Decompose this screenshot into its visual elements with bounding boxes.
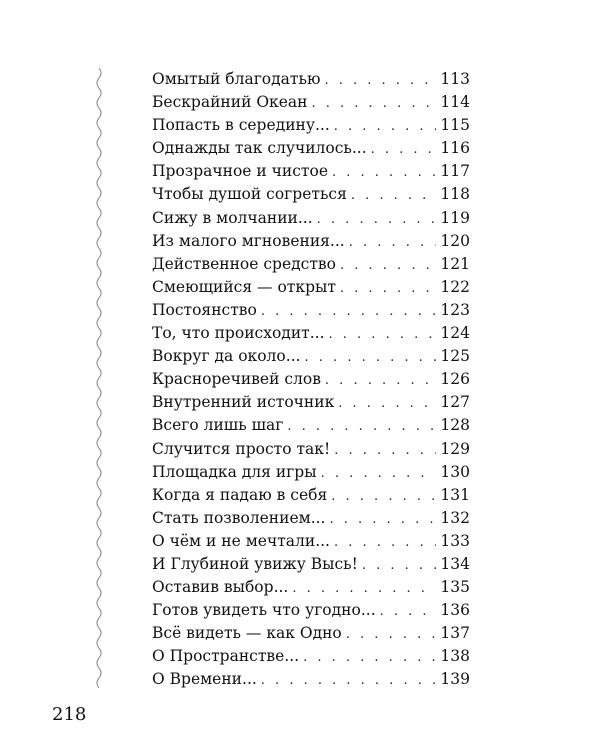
toc-entry-title: О Времени... (152, 670, 257, 689)
dot-leader (351, 184, 436, 207)
toc-entry (152, 114, 470, 137)
dot-leader (325, 369, 436, 392)
dot-leader (371, 138, 436, 161)
toc-entry (152, 599, 470, 622)
wavy-divider-line (92, 68, 106, 688)
toc-entry-page: 136 (440, 601, 470, 620)
dot-leader (332, 161, 436, 184)
toc-entry-title: Вокруг да около... (152, 347, 301, 366)
toc-entry (152, 576, 470, 599)
toc-entry-title: Чтобы душой согреться (152, 185, 347, 204)
toc-entry-page: 123 (440, 300, 470, 319)
toc-entry-title: Красноречивей слов (152, 370, 321, 389)
toc-entry (152, 461, 470, 484)
dot-leader (317, 208, 436, 231)
toc-entry-page: 135 (440, 578, 470, 597)
toc-entry-title: Площадка для игры (152, 462, 317, 481)
toc-entry-page: 125 (440, 347, 470, 366)
toc-entry (152, 530, 470, 553)
toc-entry-title: Сижу в молчании... (152, 208, 313, 227)
toc-entry (152, 645, 470, 668)
toc-entry-title: Всё видеть — как Одно (152, 624, 342, 643)
toc-entry-page: 127 (440, 393, 470, 412)
dot-leader (305, 346, 436, 369)
toc-entry-title: И Глубиной увижу Высь! (152, 554, 358, 573)
toc-entry (152, 622, 470, 645)
toc-entry-title: Прозрачное и чистое (152, 162, 328, 181)
toc-entry-title: Оставив выбор... (152, 578, 289, 597)
toc-entry-title: О Пространстве... (152, 647, 300, 666)
toc-entry (152, 438, 470, 461)
toc-entry-title: Постоянство (152, 300, 257, 319)
toc-entry-page: 133 (440, 531, 470, 550)
toc-entry-title: Когда я падаю в себя (152, 485, 328, 504)
toc-entry-page: 119 (440, 208, 470, 227)
dot-leader (334, 531, 436, 554)
toc-entry-page: 122 (440, 277, 470, 296)
toc-entry-page: 113 (440, 70, 470, 88)
toc-entry (152, 414, 470, 437)
dot-leader (324, 69, 436, 92)
toc-entry-page: 132 (440, 508, 470, 527)
toc-entry-title: Действенное средство (152, 254, 336, 273)
toc-entry-page: 115 (440, 116, 470, 135)
dot-leader (334, 439, 436, 462)
dot-leader (346, 623, 436, 646)
toc-entry (152, 137, 470, 160)
toc-entry-title: Случится просто так! (152, 439, 331, 458)
dot-leader (261, 300, 436, 323)
toc-entry-page: 124 (440, 324, 470, 343)
dot-leader (261, 669, 436, 692)
toc-entry-page: 120 (440, 231, 470, 250)
toc-entry-title: Бескрайний Океан (152, 93, 308, 112)
toc-entry-page: 130 (440, 462, 470, 481)
dot-leader (329, 323, 436, 346)
toc-entry (152, 160, 470, 183)
toc-entry-title: Омытый благодатью (152, 70, 321, 88)
table-of-contents (152, 68, 470, 692)
dot-leader (303, 646, 436, 669)
toc-entry-page: 116 (440, 139, 470, 158)
toc-entry-title: Всего лишь шаг (152, 416, 284, 435)
toc-entry (152, 668, 470, 691)
dot-leader (287, 415, 436, 438)
dot-leader (329, 508, 436, 531)
toc-entry (152, 68, 470, 91)
toc-entry-page: 114 (440, 93, 470, 112)
toc-entry (152, 253, 470, 276)
toc-entry (152, 322, 470, 345)
toc-entry-page: 118 (440, 185, 470, 204)
toc-entry-page: 126 (440, 370, 470, 389)
dot-leader (362, 554, 436, 577)
toc-entry (152, 507, 470, 530)
toc-entry-page: 131 (440, 485, 470, 504)
toc-entry-title: Однажды так случилось... (152, 139, 367, 158)
dot-leader (340, 277, 436, 300)
dot-leader (321, 462, 436, 485)
toc-entry (152, 553, 470, 576)
toc-entry-title: Готов увидеть что угодно... (152, 601, 376, 620)
toc-entry (152, 91, 470, 114)
dot-leader (340, 254, 436, 277)
toc-entry-page: 128 (440, 416, 470, 435)
dot-leader (334, 115, 436, 138)
dot-leader (349, 231, 436, 254)
toc-entry-page: 117 (440, 162, 470, 181)
page-number: 218 (52, 704, 87, 725)
toc-entry (152, 484, 470, 507)
toc-entry-page: 121 (440, 254, 470, 273)
toc-entry-title: Из малого мгновения... (152, 231, 345, 250)
dot-leader (380, 600, 436, 623)
toc-entry-page: 134 (440, 554, 470, 573)
toc-entry-page: 129 (440, 439, 470, 458)
toc-entry (152, 183, 470, 206)
toc-entry-page: 137 (440, 624, 470, 643)
toc-entry-title: Внутренний источник (152, 393, 335, 412)
toc-entry (152, 230, 470, 253)
toc-entry-title: Стать позволением... (152, 508, 326, 527)
toc-entry (152, 391, 470, 414)
dot-leader (292, 577, 436, 600)
toc-entry (152, 207, 470, 230)
toc-entry (152, 345, 470, 368)
toc-entry-page: 138 (440, 647, 470, 666)
toc-entry (152, 299, 470, 322)
toc-entry-page: 139 (440, 670, 470, 689)
dot-leader (311, 92, 436, 115)
dot-leader (331, 485, 436, 508)
toc-entry (152, 368, 470, 391)
dot-leader (338, 392, 436, 415)
toc-entry-title: Попасть в середину... (152, 116, 330, 135)
toc-entry-title: Смеющийся — открыт (152, 277, 336, 296)
toc-entry (152, 276, 470, 299)
toc-entry-title: То, что происходит... (152, 324, 325, 343)
toc-entry-title: О чём и не мечтали... (152, 531, 330, 550)
